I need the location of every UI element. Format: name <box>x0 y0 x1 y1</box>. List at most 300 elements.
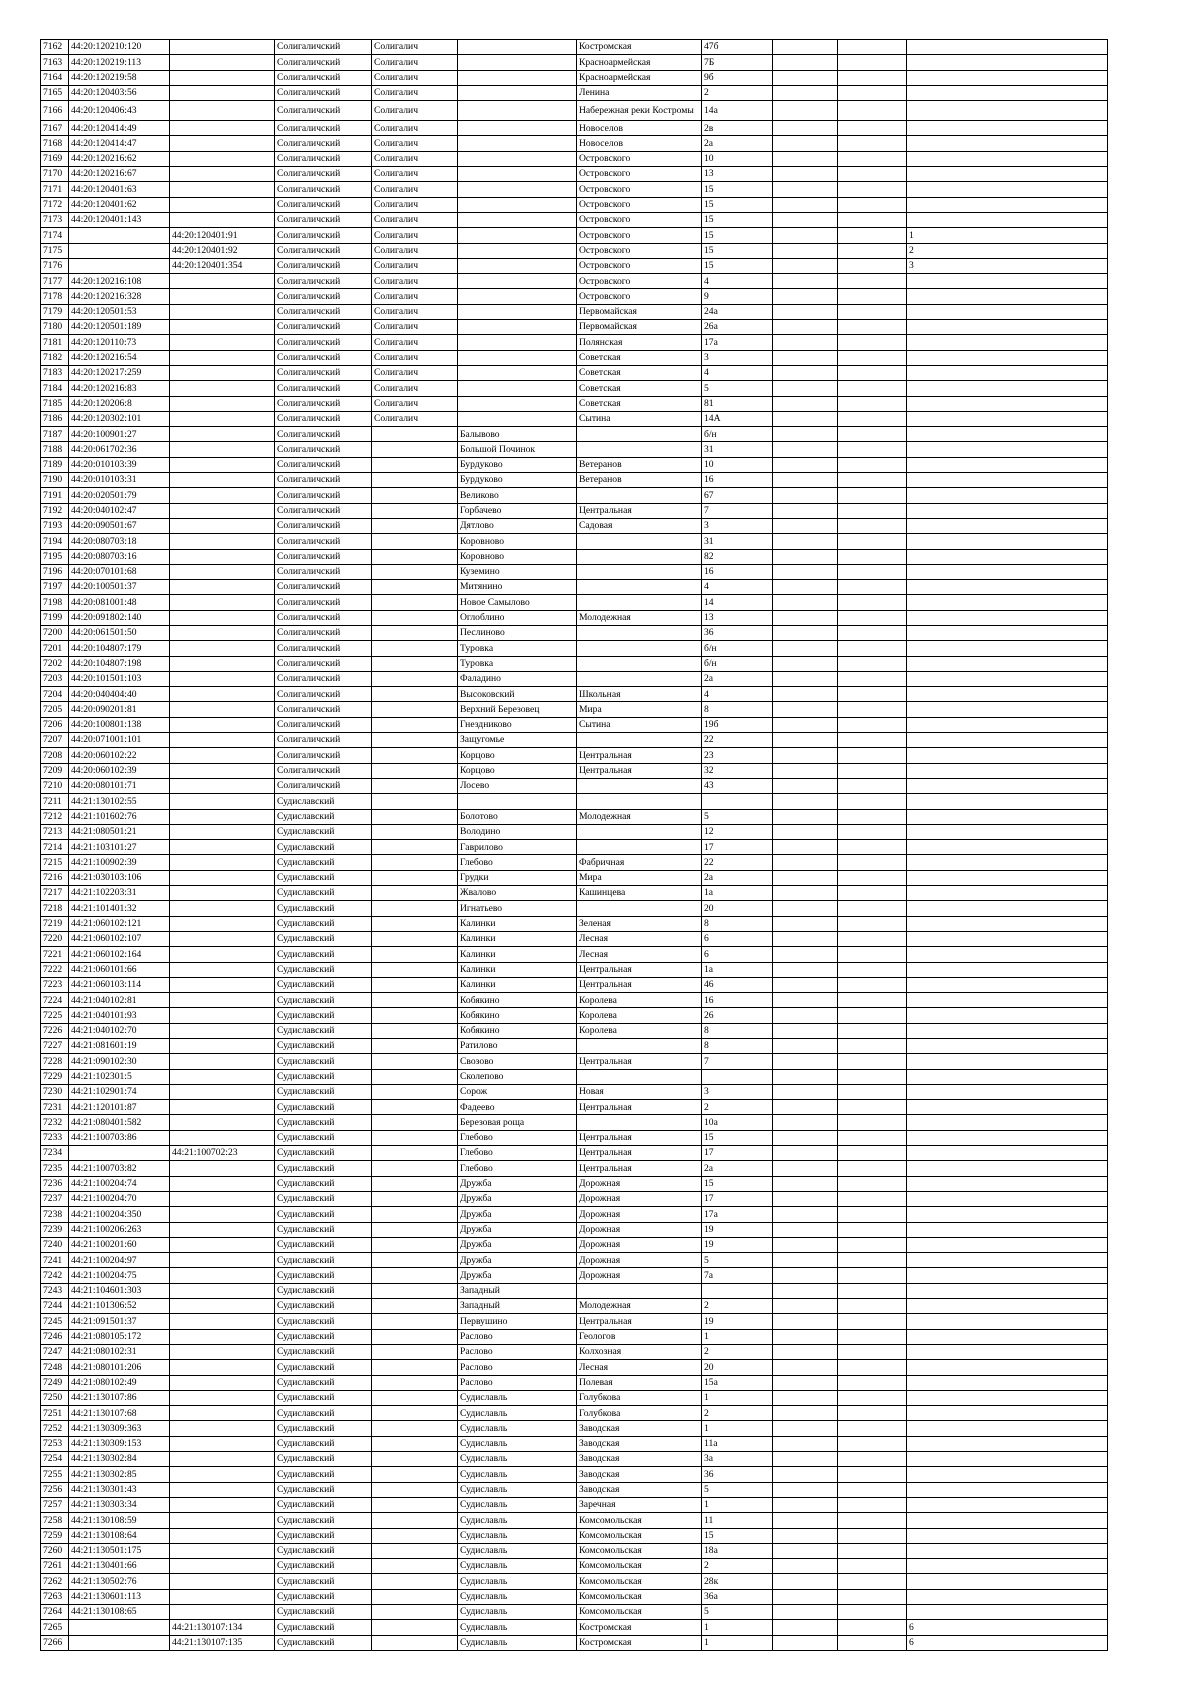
row-number-cell: 7215 <box>41 855 69 870</box>
row-number-cell: 7259 <box>41 1528 69 1543</box>
street-cell: Комсомольская <box>577 1604 702 1619</box>
city-cell <box>372 1237 458 1252</box>
district-cell: Судиславский <box>275 1130 372 1145</box>
house-number-cell: 36 <box>702 625 773 640</box>
table-row <box>41 1467 1108 1482</box>
table-row <box>41 320 1108 335</box>
house-number-cell: 15 <box>702 182 773 197</box>
structure-cell <box>838 1023 907 1038</box>
district-cell: Судиславский <box>275 1452 372 1467</box>
cadastral-number-cell: 44:20:080703:18 <box>69 534 170 549</box>
house-number-cell: 7 <box>702 1054 773 1069</box>
district-cell: Судиславский <box>275 1436 372 1451</box>
row-number-cell: 7187 <box>41 427 69 442</box>
street-cell: Новоселов <box>577 136 702 151</box>
house-number-cell: 43 <box>702 778 773 793</box>
structure-cell <box>838 212 907 227</box>
city-cell: Солигалич <box>372 396 458 411</box>
house-number-cell <box>702 1283 773 1298</box>
apartment-cell <box>907 595 1108 610</box>
table-row <box>41 671 1108 686</box>
structure-cell <box>838 274 907 289</box>
building-cell <box>773 1283 838 1298</box>
structure-cell <box>838 1604 907 1619</box>
city-cell: Солигалич <box>372 151 458 166</box>
house-number-cell: 3 <box>702 350 773 365</box>
district-cell: Солигаличский <box>275 151 372 166</box>
city-cell <box>372 610 458 625</box>
apartment-cell <box>907 993 1108 1008</box>
city-cell <box>372 1100 458 1115</box>
structure-cell <box>838 1497 907 1512</box>
building-cell <box>773 350 838 365</box>
parent-cadastral-number-cell <box>170 411 275 426</box>
street-cell: Центральная <box>577 1100 702 1115</box>
city-cell <box>372 1344 458 1359</box>
street-cell: Ленина <box>577 85 702 100</box>
parent-cadastral-number-cell <box>170 993 275 1008</box>
table-row <box>41 518 1108 533</box>
house-number-cell: 6 <box>702 947 773 962</box>
settlement-cell: Ратилово <box>458 1039 577 1054</box>
city-cell <box>372 641 458 656</box>
apartment-cell <box>907 1390 1108 1405</box>
district-cell: Солигаличский <box>275 243 372 258</box>
table-row <box>41 70 1108 85</box>
row-number-cell: 7207 <box>41 733 69 748</box>
building-cell <box>773 1589 838 1604</box>
apartment-cell <box>907 656 1108 671</box>
street-cell <box>577 580 702 595</box>
apartment-cell <box>907 1237 1108 1252</box>
row-number-cell: 7264 <box>41 1604 69 1619</box>
parent-cadastral-number-cell <box>170 212 275 227</box>
street-cell: Островского <box>577 151 702 166</box>
parent-cadastral-number-cell <box>170 549 275 564</box>
parent-cadastral-number-cell <box>170 1543 275 1558</box>
table-row <box>41 1635 1108 1650</box>
district-cell: Солигаличский <box>275 702 372 717</box>
apartment-cell <box>907 1574 1108 1589</box>
house-number-cell: 16 <box>702 993 773 1008</box>
building-cell <box>773 671 838 686</box>
city-cell <box>372 518 458 533</box>
row-number-cell: 7198 <box>41 595 69 610</box>
apartment-cell <box>907 824 1108 839</box>
district-cell: Судиславский <box>275 855 372 870</box>
district-cell: Судиславский <box>275 1039 372 1054</box>
district-cell: Солигаличский <box>275 85 372 100</box>
structure-cell <box>838 151 907 166</box>
table-row <box>41 962 1108 977</box>
house-number-cell: 7Б <box>702 55 773 70</box>
apartment-cell <box>907 1467 1108 1482</box>
settlement-cell: Жвалово <box>458 886 577 901</box>
building-cell <box>773 1069 838 1084</box>
city-cell: Солигалич <box>372 167 458 182</box>
street-cell: Молодежная <box>577 610 702 625</box>
table-row <box>41 855 1108 870</box>
structure-cell <box>838 1314 907 1329</box>
cadastral-number-cell: 44:20:120219:113 <box>69 55 170 70</box>
cadastral-number-cell: 44:21:100204:97 <box>69 1253 170 1268</box>
city-cell: Солигалич <box>372 335 458 350</box>
apartment-cell <box>907 136 1108 151</box>
parent-cadastral-number-cell <box>170 304 275 319</box>
city-cell <box>372 1436 458 1451</box>
structure-cell <box>838 335 907 350</box>
structure-cell <box>838 304 907 319</box>
street-cell: Новая <box>577 1084 702 1099</box>
structure-cell <box>838 411 907 426</box>
street-cell: Центральная <box>577 748 702 763</box>
structure-cell <box>838 40 907 55</box>
street-cell: Садовая <box>577 518 702 533</box>
structure-cell <box>838 1620 907 1635</box>
cadastral-number-cell: 44:20:120206:8 <box>69 396 170 411</box>
district-cell: Судиславский <box>275 1406 372 1421</box>
parent-cadastral-number-cell <box>170 1589 275 1604</box>
settlement-cell: Лосево <box>458 778 577 793</box>
row-number-cell: 7244 <box>41 1299 69 1314</box>
settlement-cell <box>458 274 577 289</box>
settlement-cell: Калинки <box>458 947 577 962</box>
cadastral-number-cell: 44:20:120110:73 <box>69 335 170 350</box>
apartment-cell <box>907 855 1108 870</box>
building-cell <box>773 243 838 258</box>
parent-cadastral-number-cell <box>170 1222 275 1237</box>
settlement-cell: Судиславль <box>458 1528 577 1543</box>
house-number-cell: 9 <box>702 289 773 304</box>
district-cell: Солигаличский <box>275 101 372 121</box>
building-cell <box>773 1039 838 1054</box>
building-cell <box>773 121 838 136</box>
structure-cell <box>838 167 907 182</box>
table-row <box>41 1452 1108 1467</box>
city-cell <box>372 1543 458 1558</box>
row-number-cell: 7171 <box>41 182 69 197</box>
district-cell: Солигаличский <box>275 304 372 319</box>
district-cell: Судиславский <box>275 824 372 839</box>
table-row <box>41 916 1108 931</box>
district-cell: Судиславский <box>275 809 372 824</box>
structure-cell <box>838 1329 907 1344</box>
table-row <box>41 641 1108 656</box>
apartment-cell <box>907 1344 1108 1359</box>
district-cell: Судиславский <box>275 1084 372 1099</box>
city-cell <box>372 1283 458 1298</box>
building-cell <box>773 167 838 182</box>
address-registry-table <box>40 39 1108 1651</box>
house-number-cell: 1 <box>702 1329 773 1344</box>
table-row <box>41 1559 1108 1574</box>
parent-cadastral-number-cell <box>170 518 275 533</box>
district-cell: Судиславский <box>275 840 372 855</box>
structure-cell <box>838 763 907 778</box>
parent-cadastral-number-cell <box>170 350 275 365</box>
settlement-cell: Большой Починок <box>458 442 577 457</box>
structure-cell <box>838 1039 907 1054</box>
settlement-cell: Новое Самылово <box>458 595 577 610</box>
cadastral-number-cell: 44:21:130108:65 <box>69 1604 170 1619</box>
city-cell: Солигалич <box>372 136 458 151</box>
district-cell: Судиславский <box>275 1115 372 1130</box>
city-cell <box>372 778 458 793</box>
apartment-cell <box>907 503 1108 518</box>
house-number-cell: 5 <box>702 809 773 824</box>
cadastral-number-cell: 44:21:080401:582 <box>69 1115 170 1130</box>
table-row <box>41 1237 1108 1252</box>
structure-cell <box>838 503 907 518</box>
street-cell: Красноармейская <box>577 70 702 85</box>
district-cell: Судиславский <box>275 1620 372 1635</box>
street-cell: Комсомольская <box>577 1543 702 1558</box>
city-cell <box>372 427 458 442</box>
house-number-cell: 15 <box>702 1176 773 1191</box>
building-cell <box>773 1528 838 1543</box>
apartment-cell <box>907 1191 1108 1206</box>
apartment-cell <box>907 1329 1108 1344</box>
table-row <box>41 289 1108 304</box>
city-cell <box>372 595 458 610</box>
settlement-cell: Сколепово <box>458 1069 577 1084</box>
table-row <box>41 1344 1108 1359</box>
table-row <box>41 534 1108 549</box>
apartment-cell <box>907 1482 1108 1497</box>
table-row <box>41 625 1108 640</box>
settlement-cell: Защугомье <box>458 733 577 748</box>
city-cell <box>372 855 458 870</box>
parent-cadastral-number-cell <box>170 962 275 977</box>
parent-cadastral-number-cell <box>170 763 275 778</box>
district-cell: Солигаличский <box>275 228 372 243</box>
settlement-cell: Кобякино <box>458 1008 577 1023</box>
house-number-cell: 7 <box>702 503 773 518</box>
street-cell: Дорожная <box>577 1253 702 1268</box>
street-cell: Ветеранов <box>577 473 702 488</box>
house-number-cell: 1 <box>702 1620 773 1635</box>
house-number-cell: 13 <box>702 610 773 625</box>
district-cell: Судиславский <box>275 1344 372 1359</box>
row-number-cell: 7179 <box>41 304 69 319</box>
settlement-cell: Судиславль <box>458 1620 577 1635</box>
district-cell: Солигаличский <box>275 289 372 304</box>
table-row <box>41 1513 1108 1528</box>
street-cell: Королева <box>577 1008 702 1023</box>
city-cell <box>372 1054 458 1069</box>
cadastral-number-cell: 44:21:130107:68 <box>69 1406 170 1421</box>
parent-cadastral-number-cell <box>170 641 275 656</box>
building-cell <box>773 136 838 151</box>
structure-cell <box>838 717 907 732</box>
table-row <box>41 1176 1108 1191</box>
street-cell: Молодежная <box>577 1299 702 1314</box>
row-number-cell: 7228 <box>41 1054 69 1069</box>
structure-cell <box>838 1176 907 1191</box>
building-cell <box>773 457 838 472</box>
row-number-cell: 7209 <box>41 763 69 778</box>
house-number-cell: 31 <box>702 534 773 549</box>
cadastral-number-cell: 44:20:101501:103 <box>69 671 170 686</box>
settlement-cell: Глебово <box>458 1130 577 1145</box>
apartment-cell <box>907 534 1108 549</box>
table-row <box>41 1543 1108 1558</box>
apartment-cell <box>907 396 1108 411</box>
building-cell <box>773 40 838 55</box>
district-cell: Судиславский <box>275 1146 372 1161</box>
city-cell <box>372 1207 458 1222</box>
row-number-cell: 7243 <box>41 1283 69 1298</box>
city-cell <box>372 840 458 855</box>
table-row <box>41 1314 1108 1329</box>
row-number-cell: 7193 <box>41 518 69 533</box>
row-number-cell: 7216 <box>41 870 69 885</box>
table-row <box>41 350 1108 365</box>
parent-cadastral-number-cell <box>170 167 275 182</box>
district-cell: Судиславский <box>275 1253 372 1268</box>
table-row <box>41 931 1108 946</box>
apartment-cell <box>907 564 1108 579</box>
table-row <box>41 1329 1108 1344</box>
city-cell <box>372 794 458 809</box>
city-cell <box>372 901 458 916</box>
settlement-cell: Фаладино <box>458 671 577 686</box>
city-cell <box>372 1008 458 1023</box>
parent-cadastral-number-cell <box>170 855 275 870</box>
building-cell <box>773 473 838 488</box>
structure-cell <box>838 549 907 564</box>
cadastral-number-cell: 44:21:080101:206 <box>69 1360 170 1375</box>
structure-cell <box>838 488 907 503</box>
parent-cadastral-number-cell <box>170 1314 275 1329</box>
house-number-cell: 1а <box>702 886 773 901</box>
house-number-cell: 4 <box>702 274 773 289</box>
row-number-cell: 7186 <box>41 411 69 426</box>
settlement-cell: Дружба <box>458 1191 577 1206</box>
house-number-cell: 3 <box>702 518 773 533</box>
building-cell <box>773 228 838 243</box>
settlement-cell: Судиславль <box>458 1482 577 1497</box>
settlement-cell <box>458 40 577 55</box>
cadastral-number-cell: 44:20:120219:58 <box>69 70 170 85</box>
structure-cell <box>838 427 907 442</box>
district-cell: Судиславский <box>275 1635 372 1650</box>
parent-cadastral-number-cell <box>170 717 275 732</box>
district-cell: Солигаличский <box>275 197 372 212</box>
cadastral-number-cell: 44:21:081601:19 <box>69 1039 170 1054</box>
district-cell: Солигаличский <box>275 70 372 85</box>
apartment-cell <box>907 40 1108 55</box>
building-cell <box>773 809 838 824</box>
district-cell: Солигаличский <box>275 687 372 702</box>
building-cell <box>773 947 838 962</box>
district-cell: Судиславский <box>275 962 372 977</box>
row-number-cell: 7245 <box>41 1314 69 1329</box>
apartment-cell <box>907 365 1108 380</box>
street-cell <box>577 442 702 457</box>
row-number-cell: 7205 <box>41 702 69 717</box>
row-number-cell: 7182 <box>41 350 69 365</box>
parent-cadastral-number-cell <box>170 101 275 121</box>
house-number-cell: 15 <box>702 1130 773 1145</box>
street-cell: Советская <box>577 365 702 380</box>
apartment-cell <box>907 212 1108 227</box>
settlement-cell <box>458 350 577 365</box>
district-cell: Судиславский <box>275 870 372 885</box>
apartment-cell <box>907 977 1108 992</box>
city-cell <box>372 1299 458 1314</box>
row-number-cell: 7219 <box>41 916 69 931</box>
parent-cadastral-number-cell <box>170 40 275 55</box>
row-number-cell: 7213 <box>41 824 69 839</box>
cadastral-number-cell: 44:20:100901:27 <box>69 427 170 442</box>
row-number-cell: 7218 <box>41 901 69 916</box>
row-number-cell: 7256 <box>41 1482 69 1497</box>
building-cell <box>773 1054 838 1069</box>
structure-cell <box>838 1146 907 1161</box>
street-cell: Дорожная <box>577 1191 702 1206</box>
apartment-cell <box>907 1115 1108 1130</box>
street-cell: Островского <box>577 182 702 197</box>
structure-cell <box>838 1222 907 1237</box>
house-number-cell: 8 <box>702 1023 773 1038</box>
cadastral-number-cell: 44:20:040102:47 <box>69 503 170 518</box>
table-row <box>41 1497 1108 1512</box>
house-number-cell: 6 <box>702 931 773 946</box>
city-cell <box>372 916 458 931</box>
structure-cell <box>838 457 907 472</box>
district-cell: Судиславский <box>275 931 372 946</box>
house-number-cell: 4 <box>702 365 773 380</box>
city-cell <box>372 1360 458 1375</box>
street-cell: Заречная <box>577 1497 702 1512</box>
house-number-cell: 15 <box>702 258 773 273</box>
street-cell: Комсомольская <box>577 1589 702 1604</box>
structure-cell <box>838 473 907 488</box>
city-cell <box>372 473 458 488</box>
row-number-cell: 7201 <box>41 641 69 656</box>
district-cell: Солигаличский <box>275 457 372 472</box>
building-cell <box>773 1482 838 1497</box>
street-cell: Советская <box>577 396 702 411</box>
row-number-cell: 7210 <box>41 778 69 793</box>
settlement-cell <box>458 381 577 396</box>
house-number-cell: 81 <box>702 396 773 411</box>
table-row <box>41 1253 1108 1268</box>
building-cell <box>773 702 838 717</box>
row-number-cell: 7202 <box>41 656 69 671</box>
structure-cell <box>838 85 907 100</box>
building-cell <box>773 1299 838 1314</box>
cadastral-number-cell: 44:21:101602:76 <box>69 809 170 824</box>
parent-cadastral-number-cell <box>170 1253 275 1268</box>
apartment-cell <box>907 1176 1108 1191</box>
parent-cadastral-number-cell <box>170 1191 275 1206</box>
settlement-cell <box>458 182 577 197</box>
house-number-cell: 2а <box>702 136 773 151</box>
street-cell: Первомайская <box>577 304 702 319</box>
building-cell <box>773 1008 838 1023</box>
parent-cadastral-number-cell <box>170 794 275 809</box>
street-cell <box>577 1283 702 1298</box>
structure-cell <box>838 931 907 946</box>
building-cell <box>773 993 838 1008</box>
table-row <box>41 381 1108 396</box>
cadastral-number-cell: 44:21:130502:76 <box>69 1574 170 1589</box>
house-number-cell: 17 <box>702 840 773 855</box>
street-cell: Центральная <box>577 1054 702 1069</box>
settlement-cell <box>458 136 577 151</box>
